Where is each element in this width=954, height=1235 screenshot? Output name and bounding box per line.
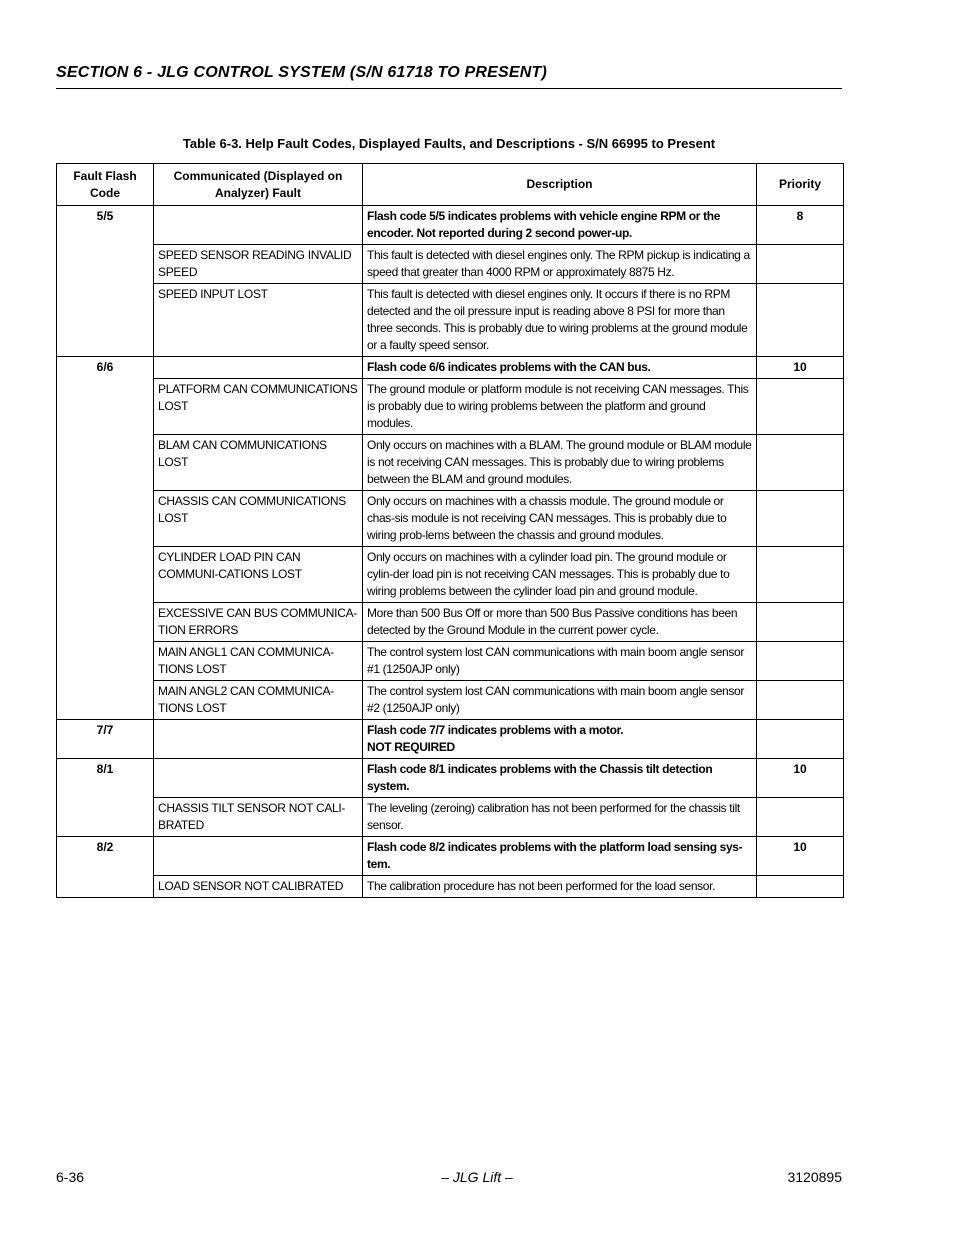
fault-row	[57, 681, 844, 720]
fault-flash-code: 5/5	[57, 206, 154, 357]
header-rule	[56, 88, 842, 89]
table-caption: Table 6-3. Help Fault Codes, Displayed Faults, and Descriptions - S/N 66995 to Present	[182, 136, 716, 151]
priority-cell-empty	[757, 435, 844, 491]
priority-cell-empty	[757, 642, 844, 681]
fault-description: The leveling (zeroing) calibration has not been performed for the chassis tilt sensor.	[363, 798, 757, 837]
priority-cell-empty	[757, 379, 844, 435]
footer-center: – JLG Lift –	[441, 1169, 513, 1185]
column-header-line: Code	[90, 185, 120, 200]
flash-code-summary	[363, 206, 757, 245]
fault-row	[57, 603, 844, 642]
communicated-fault: PLATFORM CAN COMMUNICATIONS LOST	[154, 379, 363, 435]
page-number: 6-36	[56, 1169, 85, 1185]
fault-row	[57, 547, 844, 603]
communicated-fault: SPEED SENSOR READING INVALID SPEED	[154, 245, 363, 284]
table-header-row	[57, 164, 844, 206]
flash-code-summary-text: Flash code 6/6 indicates problems with the CAN bus.	[367, 360, 651, 374]
fault-flash-code: 7/7	[57, 720, 154, 759]
fault-flash-code: 8/2	[57, 837, 154, 898]
priority-value: 10	[757, 837, 844, 876]
flash-code-summary	[363, 720, 757, 759]
flash-code-summary	[363, 837, 757, 876]
priority-cell-empty	[757, 491, 844, 547]
fault-description: The calibration procedure has not been performed for the load sensor.	[363, 876, 757, 898]
priority-cell-empty	[757, 798, 844, 837]
fault-row	[57, 284, 844, 357]
fault-row	[57, 876, 844, 898]
fault-group-header-row	[57, 357, 844, 379]
fault-cell-empty	[154, 720, 363, 759]
priority-value: 10	[757, 759, 844, 798]
fault-row	[57, 435, 844, 491]
fault-description: Only occurs on machines with a cylinder load pin. The ground module or cylin-der load pin is not receiving CAN messages. This is probably due to wiring problems between the cylinder load pin and ground module.	[363, 547, 757, 603]
fault-description: The control system lost CAN communications with main boom angle sensor #2 (1250AJP only)	[363, 681, 757, 720]
flash-code-summary-text: Flash code 5/5 indicates problems with vehicle engine RPM or the encoder. Not reported during 2 second power-up.	[367, 209, 721, 240]
fault-flash-code: 6/6	[57, 357, 154, 720]
column-header-line: Fault Flash	[73, 168, 137, 183]
fault-description: The control system lost CAN communications with main boom angle sensor #1 (1250AJP only)	[363, 642, 757, 681]
priority-value: 10	[757, 357, 844, 379]
priority-cell-empty	[757, 284, 844, 357]
priority-cell-empty	[757, 681, 844, 720]
fault-group-header-row	[57, 720, 844, 759]
column-header-line: Communicated (Displayed on	[173, 168, 343, 183]
fault-cell-empty	[154, 206, 363, 245]
fault-row	[57, 642, 844, 681]
communicated-fault: CYLINDER LOAD PIN CAN COMMUNI-CATIONS LOST	[154, 547, 363, 603]
doc-number: 3120895	[787, 1169, 842, 1185]
column-header-description: Description	[363, 164, 757, 206]
fault-description: More than 500 Bus Off or more than 500 Bus Passive conditions has been detected by the Ground Module in the current power cycle.	[363, 603, 757, 642]
flash-code-summary-text: Flash code 7/7 indicates problems with a motor.	[367, 723, 624, 737]
fault-codes-table	[56, 163, 844, 898]
fault-group-header-row	[57, 759, 844, 798]
column-header-priority: Priority	[757, 164, 844, 206]
priority-value	[757, 720, 844, 759]
fault-row	[57, 798, 844, 837]
flash-code-summary	[363, 357, 757, 379]
fault-description: The ground module or platform module is not receiving CAN messages. This is probably due to wiring problems between the platform and ground modules.	[363, 379, 757, 435]
column-header-communicated-fault	[154, 164, 363, 206]
fault-group-header-row	[57, 206, 844, 245]
section-title: SECTION 6 - JLG CONTROL SYSTEM (S/N 61718 TO PRESENT)	[56, 64, 547, 81]
priority-cell-empty	[757, 547, 844, 603]
priority-value: 8	[757, 206, 844, 245]
flash-code-summary	[363, 759, 757, 798]
communicated-fault: CHASSIS CAN COMMUNICATIONS LOST	[154, 491, 363, 547]
table-body	[57, 206, 844, 898]
fault-cell-empty	[154, 837, 363, 876]
fault-row	[57, 245, 844, 284]
fault-description: Only occurs on machines with a BLAM. The ground module or BLAM module is not receiving CAN messages. This is probably due to wiring problems between the BLAM and ground modules.	[363, 435, 757, 491]
communicated-fault: LOAD SENSOR NOT CALIBRATED	[154, 876, 363, 898]
communicated-fault: MAIN ANGL2 CAN COMMUNICA-TIONS LOST	[154, 681, 363, 720]
fault-cell-empty	[154, 759, 363, 798]
fault-row	[57, 491, 844, 547]
column-header-fault-flash-code	[57, 164, 154, 206]
fault-description: This fault is detected with diesel engines only. The RPM pickup is indicating a speed that greater than 4000 RPM or approximately 8875 Hz.	[363, 245, 757, 284]
priority-cell-empty	[757, 876, 844, 898]
communicated-fault: BLAM CAN COMMUNICATIONS LOST	[154, 435, 363, 491]
fault-description: This fault is detected with diesel engines only. It occurs if there is no RPM detected and the oil pressure input is reading above 8 PSI for more than three seconds. This is probably due to wiring problems at the ground module or a faulty speed sensor.	[363, 284, 757, 357]
column-header-line: Analyzer) Fault	[214, 185, 301, 200]
fault-group-header-row	[57, 837, 844, 876]
communicated-fault: EXCESSIVE CAN BUS COMMUNICA-TION ERRORS	[154, 603, 363, 642]
flash-code-note: NOT REQUIRED	[367, 740, 455, 754]
communicated-fault: CHASSIS TILT SENSOR NOT CALI-BRATED	[154, 798, 363, 837]
fault-row	[57, 379, 844, 435]
flash-code-summary-text: Flash code 8/1 indicates problems with the Chassis tilt detection system.	[367, 762, 713, 793]
fault-cell-empty	[154, 357, 363, 379]
communicated-fault: SPEED INPUT LOST	[154, 284, 363, 357]
fault-description: Only occurs on machines with a chassis module. The ground module or chas-sis module is not receiving CAN messages. This is probably due to wiring prob-lems between the chassis and ground modules.	[363, 491, 757, 547]
priority-cell-empty	[757, 245, 844, 284]
priority-cell-empty	[757, 603, 844, 642]
fault-flash-code: 8/1	[57, 759, 154, 837]
flash-code-summary-text: Flash code 8/2 indicates problems with the platform load sensing sys-tem.	[367, 840, 743, 871]
communicated-fault: MAIN ANGL1 CAN COMMUNICA-TIONS LOST	[154, 642, 363, 681]
